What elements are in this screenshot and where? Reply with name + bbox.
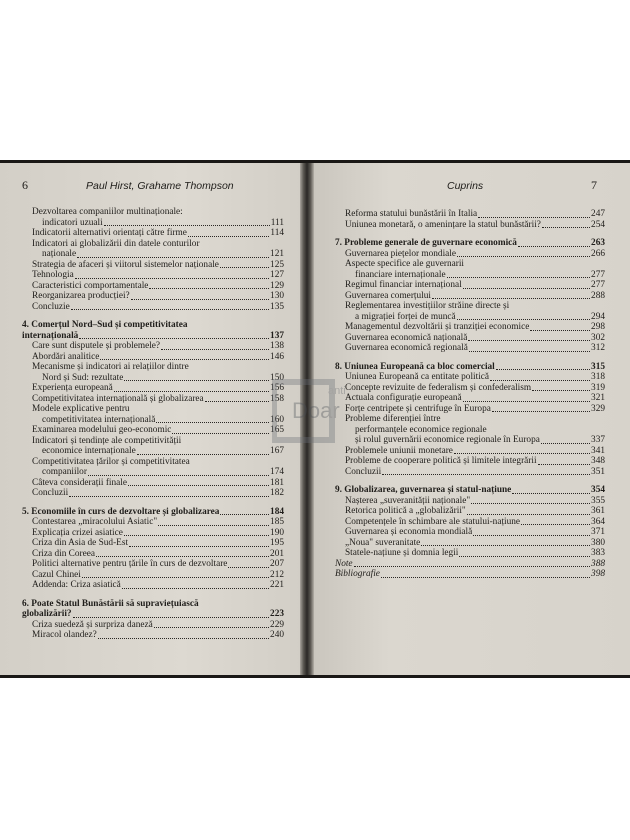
left-running-header: Paul Hirst, Grahame Thompson [86, 180, 234, 192]
toc-entry-title: Care sunt disputele și problemele? [32, 341, 161, 351]
toc-page-number: 160 [270, 414, 284, 425]
toc-dot-leader [98, 638, 269, 639]
toc-entry [335, 270, 605, 281]
toc-entry [335, 312, 605, 323]
toc-chapter-entry [335, 238, 605, 249]
toc-page-number: 190 [270, 527, 284, 538]
toc-dot-leader [129, 546, 269, 547]
toc-entry [22, 467, 284, 478]
toc-page-number: 129 [270, 280, 284, 291]
toc-page-number: 135 [270, 301, 284, 312]
toc-entry-title: Uniunea monetară, o amenințare la statul bunăstării? [345, 219, 541, 230]
toc-chapter-entry [22, 609, 284, 620]
toc-entry [22, 291, 284, 302]
toc-dot-leader [490, 380, 590, 381]
toc-entry-title: Guvernarea economică regională [345, 343, 468, 353]
toc-entry-title: 8. Uniunea Europeană ca bloc comercial [335, 361, 495, 372]
toc-dot-leader [122, 588, 269, 589]
toc-page-number: 130 [270, 291, 284, 301]
toc-dot-leader [124, 535, 269, 536]
toc-entry-title: Competitivitatea internațională și globalizarea [32, 393, 204, 404]
toc-dot-leader [228, 567, 269, 568]
toc-entry [22, 425, 284, 436]
toc-entry-title: Bibliografie [335, 569, 380, 579]
toc-entry-title: Guvernarea piețelor mondiale [345, 248, 456, 259]
toc-entry [335, 301, 605, 312]
toc-page-number: 221 [270, 580, 284, 590]
toc-entry-title: financiare internaționale [355, 269, 446, 280]
toc-page-number: 158 [270, 393, 284, 404]
toc-entry [22, 620, 284, 631]
toc-entry [335, 446, 605, 457]
left-page-number: 6 [22, 178, 28, 192]
toc-dot-leader [518, 246, 590, 247]
toc-entry [22, 260, 284, 271]
toc-entry-title: Tehnologia [32, 270, 74, 280]
toc-entry-title: Indicatori ai globalizării din datele conturilor [32, 238, 200, 249]
toc-dot-leader [124, 380, 269, 381]
toc-entry [22, 218, 284, 229]
toc-dot-leader [88, 475, 269, 476]
toc-page-number: 247 [591, 209, 605, 219]
toc-page-number: 146 [270, 351, 284, 362]
toc-entry [335, 322, 605, 333]
toc-page-number: 121 [270, 249, 284, 259]
toc-dot-leader [354, 566, 590, 567]
toc-entry [22, 630, 284, 641]
left-toc [22, 207, 284, 641]
toc-entry-title: Addenda: Criza asiatică [32, 580, 121, 590]
toc-dot-leader [82, 577, 269, 578]
toc-entry [22, 517, 284, 528]
toc-entry [22, 549, 284, 560]
toc-entry [335, 249, 605, 260]
toc-entry [335, 559, 605, 570]
toc-dot-leader [161, 349, 269, 350]
toc-page-number: 355 [591, 495, 605, 506]
toc-page-number: 127 [270, 270, 284, 280]
toc-entry-title: Criza suedeză și surpriza daneză [32, 619, 153, 630]
toc-page-number: 354 [591, 485, 605, 495]
toc-entry [335, 467, 605, 478]
toc-entry-title: companiilor [42, 467, 87, 477]
toc-entry [335, 280, 605, 291]
toc-page-number: 181 [270, 477, 284, 488]
toc-entry-title: Politici alternative pentru țările în curs de dezvoltare [32, 559, 228, 569]
toc-entry [22, 580, 284, 591]
toc-entry [335, 496, 605, 507]
svg-text:Doar: Doar [292, 398, 340, 423]
watermark-logo [272, 376, 380, 444]
toc-page-number: 114 [270, 228, 284, 238]
toc-page-number: 383 [591, 548, 605, 558]
toc-entry-title: Regimul financiar internațional [345, 280, 462, 290]
toc-page-number: 174 [270, 467, 284, 477]
toc-entry [22, 373, 284, 384]
toc-entry [22, 457, 284, 468]
toc-entry [22, 488, 284, 499]
toc-dot-leader [188, 236, 270, 237]
toc-page-number: 137 [270, 330, 284, 341]
toc-entry-title: Criza din Coreea [32, 548, 95, 559]
toc-dot-leader [469, 351, 590, 352]
toc-chapter-entry [22, 599, 284, 610]
toc-page-number: 312 [591, 343, 605, 353]
toc-entry [335, 527, 605, 538]
toc-entry-title: Note [335, 558, 353, 569]
toc-entry-title: Contestarea „miracolului Asiatic" [32, 517, 158, 527]
toc-page-number: 380 [591, 537, 605, 548]
toc-page-number: 263 [591, 238, 605, 248]
toc-entry-title: și rolul guvernării economice regionale în Europa [355, 435, 540, 445]
toc-entry [22, 528, 284, 539]
left-page [0, 163, 305, 675]
toc-page-number: 212 [270, 569, 284, 580]
toc-entry-title: 7. Probleme generale de guvernare economică [335, 238, 517, 248]
toc-dot-leader [69, 496, 269, 497]
toc-entry-title: Indicatori și tendințe ale competitivității [32, 435, 182, 446]
right-running-header: Cuprins [447, 180, 484, 192]
toc-entry [335, 548, 605, 559]
toc-entry [335, 456, 605, 467]
toc-entry-title: Reforma statului bunăstării în Italia [345, 209, 478, 219]
toc-entry [22, 383, 284, 394]
toc-dot-leader [104, 225, 270, 226]
toc-dot-leader [77, 257, 269, 258]
toc-entry-title: Concluzii [32, 488, 69, 498]
toc-dot-leader [521, 524, 590, 525]
toc-page-number: 398 [591, 569, 605, 579]
toc-dot-leader [73, 617, 269, 618]
toc-entry-title: Experiența europeană [32, 383, 113, 393]
toc-entry [22, 446, 284, 457]
toc-dot-leader [463, 288, 590, 289]
toc-entry-title: 9. Globalizarea, guvernarea și statul-națiune [335, 485, 512, 495]
toc-spacer [22, 591, 284, 599]
toc-entry-title: globalizării? [22, 609, 72, 619]
toc-page-number: 294 [591, 311, 605, 322]
toc-entry-title: internațională [22, 330, 79, 341]
toc-dot-leader [478, 217, 590, 218]
toc-entry-title: Guvernarea economică națională [345, 332, 468, 343]
toc-page-number: 184 [270, 506, 284, 517]
toc-entry [335, 538, 605, 549]
toc-entry-title: competitivitatea internațională [42, 414, 156, 425]
toc-page-number: 364 [591, 516, 605, 527]
toc-dot-leader [468, 340, 590, 341]
toc-dot-leader [432, 298, 590, 299]
toc-entry-title: Concluzie [32, 301, 70, 312]
toc-entry-title: Miracol olandez? [32, 630, 97, 640]
toc-entry-title: 4. Comerțul Nord–Sud și competitivitatea [22, 320, 188, 330]
toc-dot-leader [530, 330, 590, 331]
toc-entry-title: Guvernarea comerțului [345, 290, 431, 301]
toc-dot-leader [154, 627, 269, 628]
toc-dot-leader [158, 525, 269, 526]
toc-entry-title: Competitivitatea țărilor și competitivitatea [32, 456, 190, 467]
svg-text:anti: anti [328, 385, 346, 397]
toc-dot-leader [172, 433, 269, 434]
toc-page-number: 207 [270, 559, 284, 569]
toc-dot-leader [459, 556, 590, 557]
toc-dot-leader [457, 319, 590, 320]
toc-dot-leader [381, 577, 590, 578]
toc-dot-leader [457, 256, 590, 257]
toc-spacer [335, 354, 605, 362]
toc-chapter-entry [22, 331, 284, 342]
toc-entry-title: Actuala configurație europeană [345, 393, 462, 403]
toc-dot-leader [382, 474, 590, 475]
toc-entry-title: Examinarea modelului geo-economic [32, 425, 172, 435]
toc-dot-leader [75, 278, 269, 279]
toc-page-number: 111 [270, 217, 284, 228]
toc-page-number: 156 [270, 383, 284, 393]
toc-page-number: 302 [591, 332, 605, 343]
toc-page-number: 254 [591, 219, 605, 230]
toc-dot-leader [137, 454, 269, 455]
toc-entry [22, 570, 284, 581]
toc-page-number: 165 [270, 425, 284, 435]
toc-entry [335, 517, 605, 528]
toc-dot-leader [79, 338, 269, 339]
toc-page-number: 240 [270, 630, 284, 640]
right-page-number: 7 [591, 178, 597, 192]
toc-page-number: 125 [270, 259, 284, 270]
toc-entry-title: Indicatorii alternativi orientați către firme [32, 228, 187, 238]
toc-page-number: 315 [591, 361, 605, 372]
toc-page-number: 388 [591, 558, 605, 569]
toc-entry [335, 506, 605, 517]
toc-page-number: 150 [270, 372, 284, 383]
toc-dot-leader [114, 391, 269, 392]
toc-dot-leader [156, 422, 269, 423]
toc-page-number: 341 [591, 445, 605, 456]
toc-entry [22, 239, 284, 250]
toc-entry [22, 302, 284, 313]
toc-chapter-entry [22, 507, 284, 518]
toc-page-number: 298 [591, 322, 605, 332]
toc-entry [22, 270, 284, 281]
toc-entry-title: Strategia de afaceri și viitorul sistemelor naționale [32, 259, 219, 270]
toc-entry [22, 352, 284, 363]
toc-dot-leader [205, 401, 269, 402]
toc-page-number: 277 [591, 269, 605, 280]
toc-entry [22, 228, 284, 239]
toc-page-number: 371 [591, 527, 605, 537]
toc-page-number: 318 [591, 372, 605, 382]
toc-entry-title: Mecanisme și indicatori ai relațiilor dintre [32, 362, 189, 372]
toc-page-number: 223 [270, 609, 284, 619]
toc-dot-leader [447, 277, 590, 278]
toc-entry-title: Probleme de cooperare politică și limitele integrării [345, 456, 537, 466]
toc-dot-leader [220, 267, 269, 268]
toc-entry-title: Explicația crizei asiatice [32, 527, 123, 538]
toc-entry-title: Probleme diferenției între [345, 414, 441, 424]
toc-page-number: 167 [270, 446, 284, 456]
toc-entry [22, 436, 284, 447]
toc-dot-leader [512, 493, 590, 494]
toc-page-number: 319 [591, 382, 605, 393]
toc-entry-title: Nord și Sud: rezultate [42, 372, 124, 383]
toc-page-number: 277 [591, 280, 605, 290]
toc-entry-title: performanțele economice regionale [355, 424, 487, 435]
toc-chapter-entry [335, 485, 605, 496]
toc-chapter-entry [335, 362, 605, 373]
toc-entry [335, 291, 605, 302]
toc-entry-title: Dezvoltarea companiilor multinaționale: [32, 207, 183, 217]
toc-entry [335, 343, 605, 354]
toc-entry [22, 281, 284, 292]
toc-spacer [335, 477, 605, 485]
toc-page-number: 288 [591, 290, 605, 301]
toc-entry-title: Guvernarea și economia mondială [345, 527, 473, 537]
toc-dot-leader [96, 556, 269, 557]
toc-entry-title: Abordări analitice [32, 351, 100, 362]
toc-entry-title: 5. Economiile în curs de dezvoltare și globalizarea [22, 506, 220, 517]
toc-entry-title: Caracteristici comportamentale [32, 280, 149, 291]
toc-entry-title: Managementul dezvoltării și tranziției economice [345, 322, 530, 332]
toc-entry [335, 333, 605, 344]
toc-entry [22, 207, 284, 218]
toc-entry [22, 341, 284, 352]
toc-entry [22, 538, 284, 549]
toc-entry [22, 559, 284, 570]
toc-spacer [22, 499, 284, 507]
toc-entry-title: indicatori uzuali [42, 217, 103, 228]
toc-entry-title: a migrației forței de muncă [355, 311, 456, 322]
toc-spacer [335, 230, 605, 238]
toc-entry-title: Reglementarea investițiilor străine directe și [345, 301, 510, 311]
toc-dot-leader [421, 545, 590, 546]
toc-dot-leader [220, 514, 269, 515]
toc-entry-title: Aspecte specifice ale guvernarii [345, 259, 464, 269]
toc-dot-leader [542, 227, 590, 228]
toc-page-number: 321 [591, 393, 605, 403]
toc-entry-title: Problemele uniunii monetare [345, 445, 453, 456]
toc-page-number: 195 [270, 538, 284, 548]
toc-dot-leader [532, 390, 590, 391]
toc-page-number: 266 [591, 248, 605, 259]
toc-entry-title: Statele-națiune și domnia legii [345, 548, 459, 558]
toc-entry-title: Forțe centripete și centrifuge în Europa [345, 403, 491, 414]
toc-entry-title: Uniunea Europeană ca entitate politică [345, 372, 490, 382]
toc-entry-title: Nașterea „suveranității naționale" [345, 495, 471, 506]
toc-spacer [22, 312, 284, 320]
toc-entry-title: Competențele în schimbare ale statului-națiune [345, 516, 521, 527]
toc-dot-leader [131, 299, 269, 300]
toc-entry-title: Modele explicative pentru [32, 404, 130, 414]
toc-entry-title: Cazul Chinei [32, 569, 81, 580]
toc-page-number: 329 [591, 403, 605, 414]
toc-dot-leader [538, 464, 590, 465]
toc-page-number: 138 [270, 341, 284, 351]
toc-entry-title: Câteva considerații finale [32, 477, 127, 488]
toc-entry-title: Reorganizarea producției? [32, 291, 130, 301]
toc-dot-leader [473, 535, 590, 536]
toc-entry [335, 259, 605, 270]
toc-dot-leader [492, 411, 590, 412]
toc-entry-title: Concluzii [345, 466, 382, 477]
toc-entry-title: „Noua" suveranitate [345, 537, 421, 548]
toc-entry-title: 6. Poate Statul Bunăstării să supraviețuiască [22, 598, 199, 609]
toc-entry-title: economice internaționale [42, 446, 136, 456]
toc-page-number: 182 [270, 488, 284, 498]
toc-entry [22, 415, 284, 426]
toc-entry [22, 362, 284, 373]
toc-page-number: 229 [270, 619, 284, 630]
toc-dot-leader [100, 359, 269, 360]
toc-dot-leader [467, 514, 590, 515]
toc-dot-leader [71, 309, 269, 310]
toc-entry [22, 478, 284, 489]
toc-dot-leader [454, 453, 590, 454]
toc-dot-leader [463, 401, 590, 402]
toc-page-number: 361 [591, 506, 605, 516]
toc-chapter-entry [22, 320, 284, 331]
toc-entry [22, 394, 284, 405]
toc-entry [22, 249, 284, 260]
toc-entry-title: Criza din Asia de Sud-Est [32, 538, 129, 548]
toc-page-number: 337 [591, 435, 605, 445]
toc-entry-title: naționale [42, 249, 77, 259]
toc-dot-leader [149, 288, 269, 289]
toc-dot-leader [496, 369, 590, 370]
toc-dot-leader [128, 485, 269, 486]
toc-dot-leader [471, 503, 590, 504]
toc-entry-title: Concepte revizuite de federalism și confederalism [345, 382, 532, 393]
toc-page-number: 351 [591, 466, 605, 477]
toc-entry [335, 220, 605, 231]
toc-page-number: 185 [270, 517, 284, 527]
toc-entry [22, 404, 284, 415]
toc-entry [335, 569, 605, 580]
toc-page-number: 201 [270, 548, 284, 559]
toc-dot-leader [541, 443, 590, 444]
toc-entry [335, 209, 605, 220]
toc-page-number: 348 [591, 456, 605, 466]
toc-entry-title: Retorica politică a „globalizării" [345, 506, 466, 516]
